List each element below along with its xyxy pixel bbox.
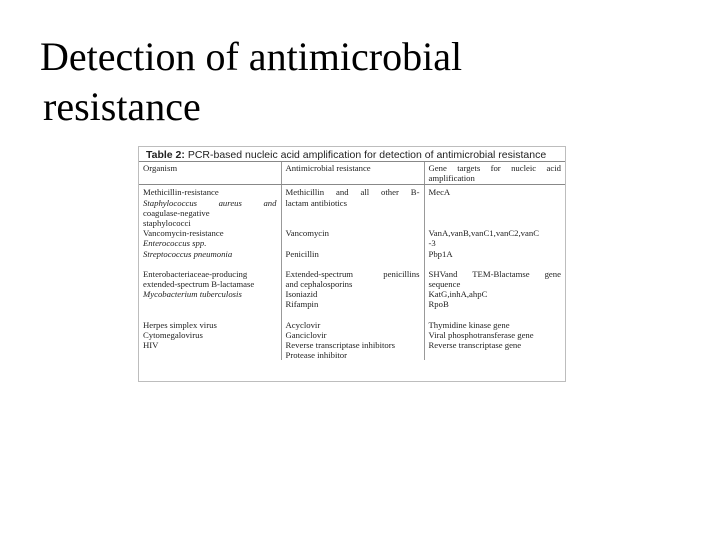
cell-line: extended-spectrum B-lactamase <box>143 279 255 290</box>
cell-line: Viral phosphotransferase gene <box>428 329 534 340</box>
cell-line: Cytomegalovirus <box>143 329 203 340</box>
cell-line: Herpes simplex virus <box>143 319 217 330</box>
header-resistance: Antimicrobial resistance <box>281 162 424 185</box>
cell-line: Ganciclovir <box>285 329 327 340</box>
caption-label: Table 2: <box>146 149 185 161</box>
title-line-1: Detection of antimicrobial <box>40 34 463 79</box>
resistance-cell <box>281 289 424 309</box>
header-gene-targets <box>424 162 565 185</box>
resistance-cell <box>281 340 424 360</box>
table-row <box>139 185 565 228</box>
cell-line: Mycobacterium tuberculosis <box>143 289 242 300</box>
cell-line: lactam antibiotics <box>285 197 348 208</box>
cell-line: KatG,inhA,ahpC <box>428 289 488 300</box>
table-row <box>139 330 565 340</box>
header-gene-line-2: amplification <box>428 173 475 184</box>
cell-line: -3 <box>428 238 436 249</box>
resistance-cell <box>281 330 424 340</box>
resistance-table <box>139 161 565 360</box>
gene-cell <box>424 185 565 228</box>
cell-line: Staphylococcus aureus and <box>143 197 277 208</box>
header-organism: Organism <box>139 162 281 185</box>
cell-line: Vancomycin <box>285 228 329 239</box>
cell-line: Enterobacteriaceae-producing <box>143 268 248 279</box>
cell-line: staphylococci <box>143 218 191 229</box>
organism-cell <box>139 330 281 340</box>
organism-cell <box>139 340 281 360</box>
resistance-cell <box>281 320 424 330</box>
cell-line: Protease inhibitor <box>285 350 348 361</box>
resistance-cell <box>281 185 424 228</box>
resistance-cell <box>281 228 424 248</box>
table-row <box>139 320 565 330</box>
gene-cell <box>424 340 565 360</box>
cell-line: Pbp1A <box>428 248 453 259</box>
gene-cell <box>424 228 565 248</box>
cell-line: RpoB <box>428 299 449 310</box>
organism-cell <box>139 320 281 330</box>
table-figure <box>138 146 566 382</box>
cell-line: HIV <box>143 340 159 351</box>
cell-line: Thymidine kinase gene <box>428 319 510 330</box>
table-spacer-row <box>139 259 565 269</box>
slide-title <box>40 32 680 132</box>
cell-line: Methicillin and all other B- <box>285 187 420 198</box>
cell-line: Reverse transcriptase gene <box>428 340 522 351</box>
cell-line: coagulase-negative <box>143 207 210 218</box>
cell-line: Rifampin <box>285 299 319 310</box>
cell-line: Acyclovir <box>285 319 321 330</box>
cell-line: Extended-spectrum penicillins <box>285 268 420 279</box>
cell-line: MecA <box>428 187 451 198</box>
caption-text: PCR-based nucleic acid amplification for detection of antimicrobial resistance <box>187 149 547 161</box>
resistance-cell <box>281 269 424 289</box>
cell-line: Penicillin <box>285 248 319 259</box>
cell-line: sequence <box>428 279 461 290</box>
gene-cell <box>424 249 565 259</box>
table-header-row <box>139 162 565 185</box>
table-row <box>139 269 565 289</box>
table-caption <box>146 149 546 161</box>
cell-line: Streptococcus pneumonia <box>143 248 233 259</box>
organism-cell <box>139 185 281 228</box>
table-row <box>139 340 565 360</box>
gene-cell <box>424 330 565 340</box>
table-row <box>139 228 565 248</box>
table-row <box>139 249 565 259</box>
cell-line: SHVand TEM-Blactamse gene <box>428 268 561 279</box>
organism-cell <box>139 289 281 309</box>
cell-line: and cephalosporins <box>285 279 353 290</box>
cell-line: Isoniazid <box>285 289 318 300</box>
table-spacer-row <box>139 310 565 320</box>
gene-cell <box>424 289 565 309</box>
cell-line: Reverse transcriptase inhibitors <box>285 340 396 351</box>
organism-cell <box>139 228 281 248</box>
organism-cell <box>139 269 281 289</box>
cell-line: VanA,vanB,vanC1,vanC2,vanC <box>428 228 540 239</box>
title-line-2: resistance <box>43 84 201 129</box>
cell-line: Vancomycin-resistance <box>143 228 224 239</box>
cell-line: Methicillin-resistance <box>143 187 219 198</box>
organism-cell <box>139 249 281 259</box>
header-gene-line-1: Gene targets for nucleic acid <box>428 163 561 173</box>
gene-cell <box>424 320 565 330</box>
table-row <box>139 289 565 309</box>
resistance-cell <box>281 249 424 259</box>
cell-line: Enterococcus spp. <box>143 238 207 249</box>
gene-cell <box>424 269 565 289</box>
